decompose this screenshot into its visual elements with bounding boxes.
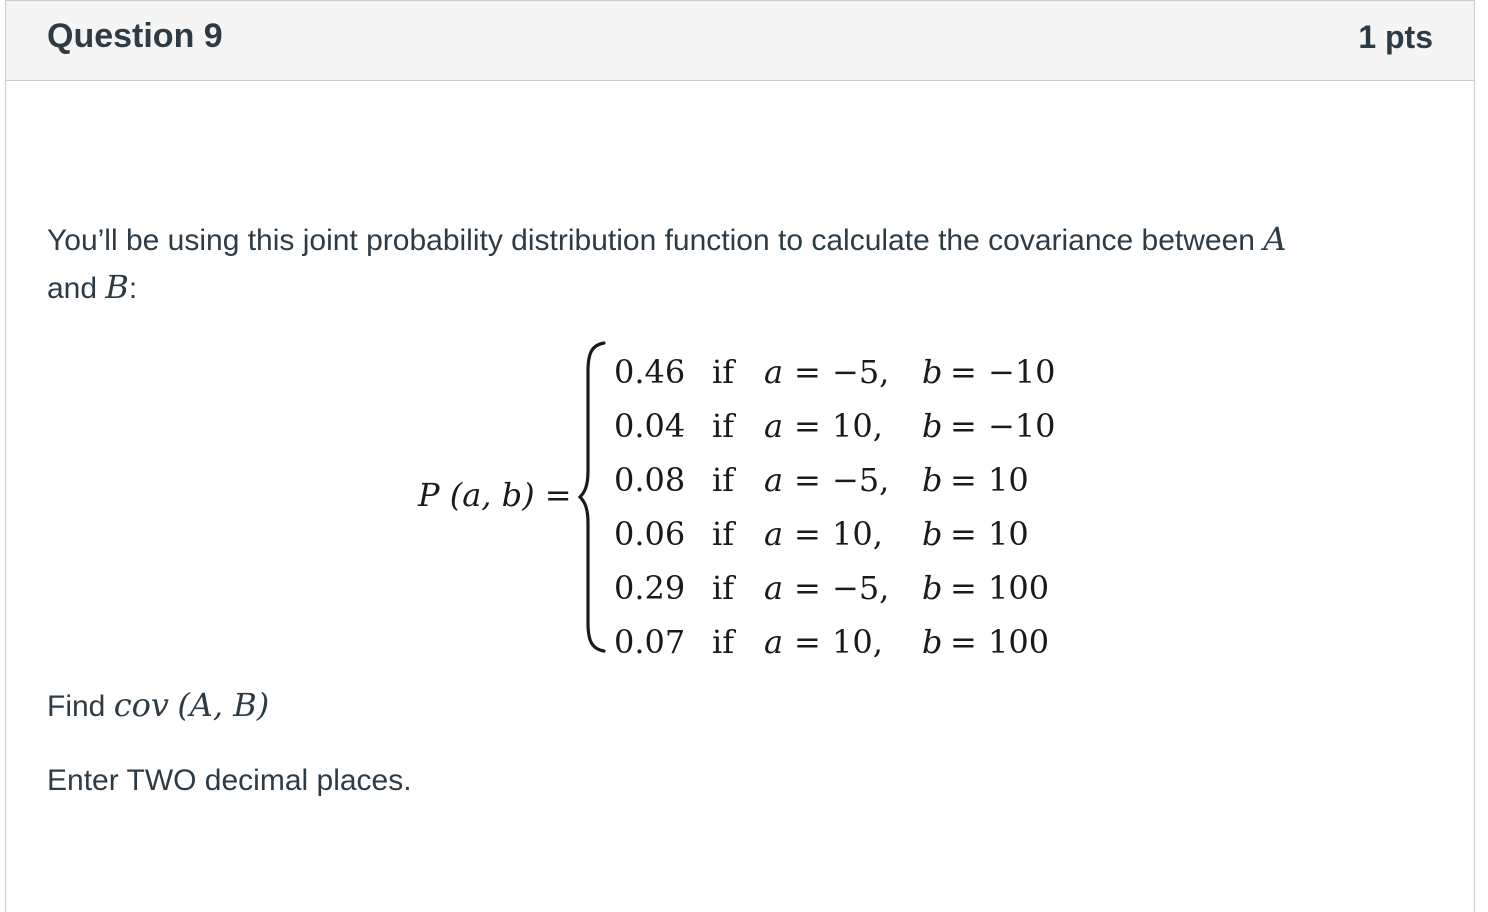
row-a-equals: = <box>794 569 821 607</box>
row-b-equals: = <box>950 569 977 607</box>
row-a-var: a <box>764 569 784 607</box>
row-probability: 0.08 <box>614 461 686 499</box>
row-a-var: a <box>764 515 784 553</box>
row-b-equals: = <box>950 623 977 661</box>
question-header <box>6 0 1474 81</box>
row-a-value: −5, <box>832 461 890 499</box>
row-a-equals: = <box>794 353 821 391</box>
question-card <box>5 0 1475 912</box>
row-if: if <box>712 569 735 607</box>
cov-arguments: (A, B) <box>177 686 270 724</box>
row-b-equals: = <box>950 407 977 445</box>
row-if: if <box>712 623 735 661</box>
cov-function: cov <box>113 686 169 724</box>
intro-paragraph <box>47 216 1427 312</box>
decimal-instruction: Enter TWO decimal places. <box>47 764 412 797</box>
row-b-equals: = <box>950 515 977 553</box>
question-points: 1 pts <box>1358 19 1433 55</box>
row-a-var: a <box>764 353 784 391</box>
row-a-value: −5, <box>832 353 890 391</box>
row-a-equals: = <box>794 461 821 499</box>
row-b-var: b <box>922 515 943 553</box>
row-b-value: 100 <box>988 569 1050 607</box>
intro-text: You’ll be using this joint probability distribution function to calculate the covariance between <box>47 224 1255 257</box>
row-b-var: b <box>922 407 943 445</box>
row-probability: 0.06 <box>614 515 686 553</box>
intro-colon: : <box>128 272 138 305</box>
lhs-function: P <box>418 476 440 514</box>
row-b-equals: = <box>950 353 977 391</box>
row-b-equals: = <box>950 461 977 499</box>
find-instruction <box>47 686 269 724</box>
find-label: Find <box>47 690 106 723</box>
row-a-value: 10, <box>832 407 883 445</box>
row-if: if <box>712 515 735 553</box>
row-probability: 0.46 <box>614 353 686 391</box>
row-b-var: b <box>922 569 943 607</box>
row-b-value: 10 <box>988 515 1029 553</box>
row-a-value: −5, <box>832 569 890 607</box>
lhs-arguments: (a, b) <box>449 476 535 514</box>
row-a-equals: = <box>794 407 821 445</box>
row-b-var: b <box>922 623 943 661</box>
left-brace-icon <box>578 341 608 653</box>
row-b-var: b <box>922 461 943 499</box>
row-a-equals: = <box>794 623 821 661</box>
lhs-equals: = <box>544 476 572 514</box>
row-a-value: 10, <box>832 515 883 553</box>
variable-a: A <box>1263 220 1287 258</box>
row-a-value: 10, <box>832 623 883 661</box>
row-if: if <box>712 407 735 445</box>
intro-and: and <box>47 272 98 305</box>
row-if: if <box>712 461 735 499</box>
row-probability: 0.04 <box>614 407 686 445</box>
row-b-value: 100 <box>988 623 1050 661</box>
row-a-var: a <box>764 407 784 445</box>
row-a-var: a <box>764 623 784 661</box>
variable-b: B <box>105 268 129 306</box>
row-b-value: −10 <box>988 407 1056 445</box>
row-b-var: b <box>922 353 943 391</box>
row-a-var: a <box>764 461 784 499</box>
row-probability: 0.29 <box>614 569 686 607</box>
equation-lhs <box>418 476 572 514</box>
row-a-equals: = <box>794 515 821 553</box>
piecewise-equation <box>418 336 1118 661</box>
question-title: Question 9 <box>47 17 223 55</box>
row-probability: 0.07 <box>614 623 686 661</box>
row-b-value: −10 <box>988 353 1056 391</box>
row-b-value: 10 <box>988 461 1029 499</box>
row-if: if <box>712 353 735 391</box>
